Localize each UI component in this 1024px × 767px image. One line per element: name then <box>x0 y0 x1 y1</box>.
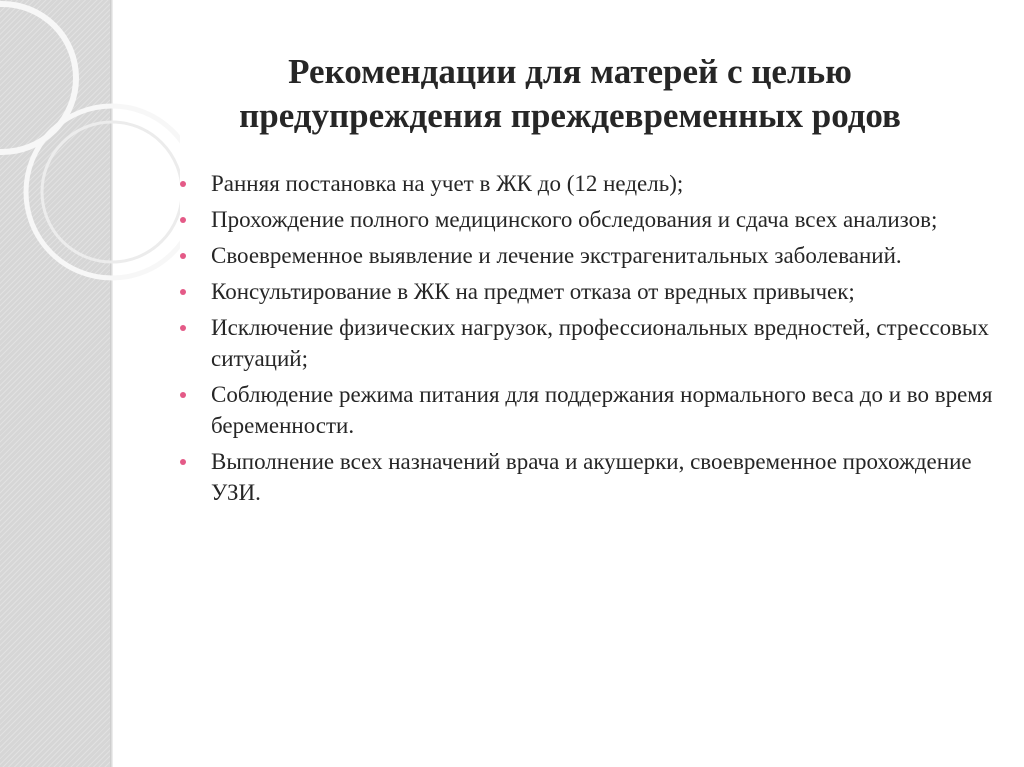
bullet-dot-icon <box>180 253 186 259</box>
bullet-dot-icon <box>180 217 186 223</box>
bullet-dot-icon <box>180 289 186 295</box>
slide-title-line-2: предупреждения преждевременных родов <box>239 96 901 135</box>
bullet-dot-icon <box>180 181 186 187</box>
list-item <box>180 204 1000 235</box>
list-item-text: Выполнение всех назначений врача и акушерки, своевременное прохождение УЗИ. <box>211 449 972 505</box>
list-item-text: Своевременное выявление и лечение экстрагенитальных заболеваний. <box>211 243 902 268</box>
list-item <box>180 446 1000 508</box>
slide-title-line-1: Рекомендации для матерей с целью <box>288 52 852 91</box>
recommendations-list <box>180 168 1000 513</box>
list-item-text: Соблюдение режима питания для поддержания нормального веса до и во время беременности. <box>211 382 993 438</box>
list-item-text: Прохождение полного медицинского обследования и сдача всех анализов; <box>211 207 938 232</box>
list-item <box>180 168 1000 199</box>
list-item-text: Консультирование в ЖК на предмет отказа от вредных привычек; <box>211 279 855 304</box>
list-item <box>180 240 1000 271</box>
list-item <box>180 276 1000 307</box>
list-item <box>180 379 1000 441</box>
list-item-text: Исключение физических нагрузок, профессиональных вредностей, стрессовых ситуаций; <box>211 315 989 371</box>
bullet-dot-icon <box>180 459 186 465</box>
list-item <box>180 312 1000 374</box>
list-item-text: Ранняя постановка на учет в ЖК до (12 недель); <box>211 171 684 196</box>
bullet-dot-icon <box>180 392 186 398</box>
bullet-dot-icon <box>180 325 186 331</box>
slide-title <box>150 50 990 138</box>
